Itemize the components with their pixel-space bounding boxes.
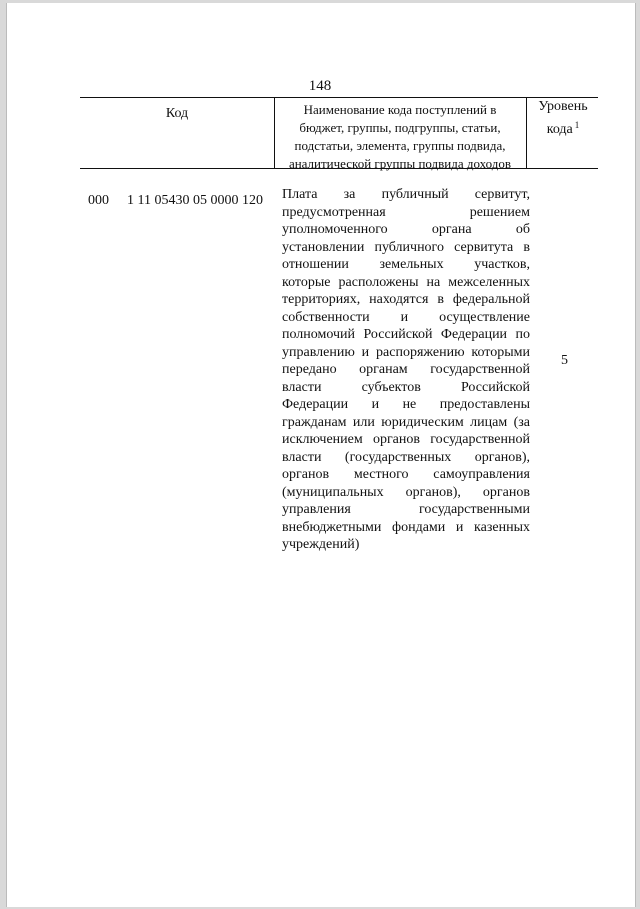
header-level-text: кода bbox=[546, 122, 573, 137]
description-line: уполномоченного органа об bbox=[282, 222, 530, 237]
description-line: установлении публичного сервитута в bbox=[282, 239, 530, 255]
table-header bbox=[80, 97, 598, 169]
header-name bbox=[274, 101, 526, 173]
header-name-line: аналитической группы подвида доходов bbox=[288, 156, 512, 171]
row-prefix: 000 bbox=[88, 193, 109, 208]
description-line: предусмотренная решением bbox=[282, 204, 530, 220]
header-name-line: бюджет, группы, подгруппы, статьи, bbox=[299, 120, 501, 135]
description-line: полномочий Российской Федерации по bbox=[282, 327, 530, 342]
header-level-line: Уровень bbox=[538, 99, 588, 114]
description-line: Плата за публичный сервитут, bbox=[282, 187, 530, 202]
description-line: гражданам или юридическим лицам (за bbox=[282, 414, 530, 430]
description-line: учреждений) bbox=[282, 537, 360, 552]
description-line: Федерации и не предоставлены bbox=[282, 397, 530, 412]
header-code: Код bbox=[165, 106, 189, 121]
footnote-marker: 1 bbox=[574, 120, 580, 130]
row-code: 1 11 05430 05 0000 120 bbox=[127, 193, 263, 208]
description-line: территориях, находятся в федеральной bbox=[282, 292, 530, 307]
description-line: власти субъектов Российской bbox=[282, 379, 530, 395]
description-line: органов местного самоуправления bbox=[282, 467, 530, 482]
description-line: которые расположены на межселенных bbox=[282, 274, 530, 290]
description-line: власти (государственных органов), bbox=[282, 449, 530, 465]
row-level: 5 bbox=[561, 353, 568, 368]
header-level bbox=[527, 98, 599, 139]
description-line: (муниципальных органов), органов bbox=[282, 484, 530, 500]
header-level-line bbox=[527, 116, 599, 139]
description-line: собственности и осуществление bbox=[282, 309, 530, 325]
description-line: внебюджетными фондами и казенных bbox=[282, 519, 530, 535]
row-description bbox=[282, 186, 530, 554]
description-line: исключением органов государственной bbox=[282, 432, 530, 447]
header-name-line: Наименование кода поступлений в bbox=[303, 102, 497, 117]
description-line: управления государственными bbox=[282, 502, 530, 517]
page-number: 148 bbox=[308, 78, 332, 94]
description-line: отношении земельных участков, bbox=[282, 257, 530, 272]
description-line: передано органам государственной bbox=[282, 362, 530, 377]
header-name-line: подстатьи, элемента, группы подвида, bbox=[294, 138, 506, 153]
description-line: управлению и распоряжению которыми bbox=[282, 344, 530, 360]
